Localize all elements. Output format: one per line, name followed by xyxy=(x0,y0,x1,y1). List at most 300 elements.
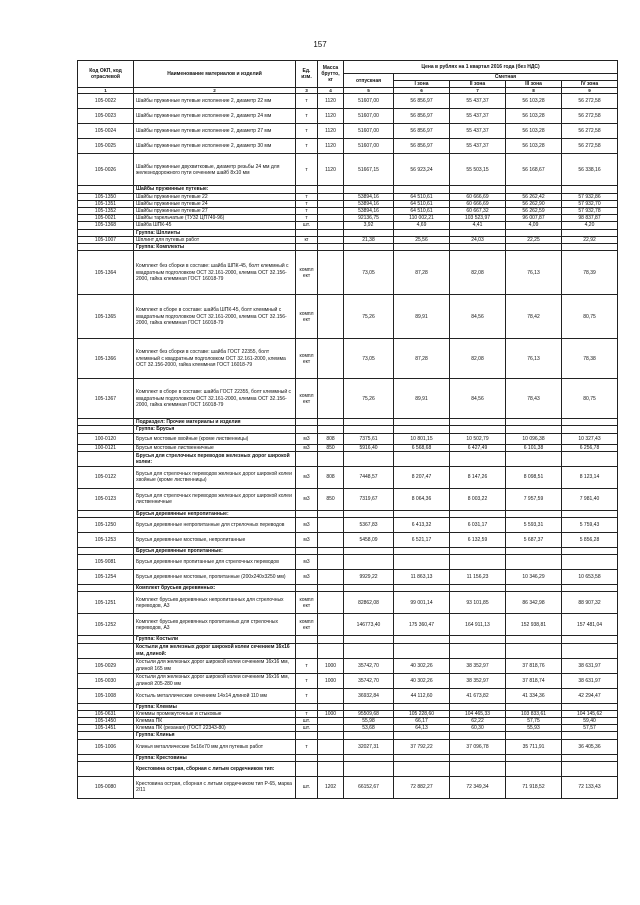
item-unit: т xyxy=(296,124,318,139)
item-mass xyxy=(318,251,344,295)
header-index: 8 xyxy=(506,88,562,94)
item-code: 105-1351 xyxy=(78,200,134,207)
empty-cell xyxy=(394,426,450,433)
price-zone-4: 5 856,28 xyxy=(562,533,618,548)
empty-cell xyxy=(506,244,562,251)
item-mass: 850 xyxy=(318,444,344,451)
price-zone-2: 6 132,59 xyxy=(450,533,506,548)
item-name: Клемма ПК (резаная) (ГОСТ 22343-80) xyxy=(134,725,296,732)
empty-cell xyxy=(506,229,562,236)
item-code: 105-0023 xyxy=(78,109,134,124)
item-mass: 1120 xyxy=(318,94,344,109)
price-zone-1: 44 112,60 xyxy=(394,688,450,703)
price-otp: 32027,31 xyxy=(344,739,394,754)
price-otp: 51607,00 xyxy=(344,124,394,139)
price-zone-1: 64 510,61 xyxy=(394,208,450,215)
price-otp: 36932,84 xyxy=(344,688,394,703)
price-zone-3: 41 334,36 xyxy=(506,688,562,703)
item-code: 105-0631 xyxy=(78,710,134,717)
empty-cell xyxy=(562,244,618,251)
price-zone-3: 76,13 xyxy=(506,339,562,379)
header-index: 1 xyxy=(78,88,134,94)
price-otp: 55,98 xyxy=(344,718,394,725)
empty-cell xyxy=(394,186,450,193)
price-zone-3: 56 103,28 xyxy=(506,139,562,154)
item-mass: 1000 xyxy=(318,710,344,717)
price-zone-2: 38 352,97 xyxy=(450,658,506,673)
empty-cell xyxy=(506,703,562,710)
header-unit: Ед. изм. xyxy=(296,61,318,88)
price-zone-4: 42 294,47 xyxy=(562,688,618,703)
price-zone-3: 76,13 xyxy=(506,251,562,295)
empty-cell xyxy=(506,426,562,433)
item-unit: шт. xyxy=(296,725,318,732)
item-code: 105-0122 xyxy=(78,466,134,488)
table-row xyxy=(78,339,618,379)
group-code-cell xyxy=(78,510,134,517)
table-row xyxy=(78,673,618,688)
group-row xyxy=(78,426,618,433)
price-zone-3: 56 103,28 xyxy=(506,109,562,124)
item-name: Брусья для стрелочных переводов железных дорог широкой колеи хвойные (кроме лиственницы) xyxy=(134,466,296,488)
empty-cell xyxy=(296,419,318,426)
price-zone-1: 56 856,97 xyxy=(394,139,450,154)
empty-cell xyxy=(506,585,562,592)
table-row xyxy=(78,154,618,186)
price-zone-1: 66,17 xyxy=(394,718,450,725)
table-row xyxy=(78,533,618,548)
item-mass xyxy=(318,236,344,243)
price-zone-2: 82,08 xyxy=(450,339,506,379)
empty-cell xyxy=(506,451,562,466)
item-mass: 1000 xyxy=(318,673,344,688)
table-row xyxy=(78,200,618,207)
header-otp: отпускная xyxy=(344,74,394,88)
price-zone-1: 4,69 xyxy=(394,222,450,229)
price-zone-1: 11 863,13 xyxy=(394,570,450,585)
price-zone-3 xyxy=(506,555,562,570)
item-mass: 808 xyxy=(318,433,344,444)
empty-cell xyxy=(394,754,450,761)
price-zone-2: 55 437,37 xyxy=(450,124,506,139)
item-mass xyxy=(318,739,344,754)
price-otp: 35742,70 xyxy=(344,658,394,673)
price-zone-3: 4,09 xyxy=(506,222,562,229)
empty-cell xyxy=(394,548,450,555)
group-row xyxy=(78,703,618,710)
table-row xyxy=(78,193,618,200)
item-unit: т xyxy=(296,109,318,124)
empty-cell xyxy=(506,186,562,193)
empty-cell xyxy=(506,643,562,658)
item-code: 105-1251 xyxy=(78,592,134,614)
group-row xyxy=(78,732,618,739)
price-zone-3: 56 103,28 xyxy=(506,124,562,139)
item-mass: 1120 xyxy=(318,139,344,154)
empty-cell xyxy=(318,732,344,739)
empty-cell xyxy=(450,244,506,251)
price-zone-2: 62,22 xyxy=(450,718,506,725)
price-zone-2: 104 465,33 xyxy=(450,710,506,717)
item-name: Клинья металлические 5х16х70 мм для путевых работ xyxy=(134,739,296,754)
price-zone-4: 80,75 xyxy=(562,379,618,419)
price-otp: 5458,09 xyxy=(344,533,394,548)
price-zone-4: 5 759,43 xyxy=(562,518,618,533)
price-zone-4: 72 133,43 xyxy=(562,776,618,798)
empty-cell xyxy=(296,636,318,643)
item-code: 105-1352 xyxy=(78,208,134,215)
empty-cell xyxy=(394,451,450,466)
price-zone-4: 78,38 xyxy=(562,339,618,379)
price-otp: 75,26 xyxy=(344,295,394,339)
item-name: Костыли для железных дорог широкой колеи сечением 16х16 мм, длиной 165 мм xyxy=(134,658,296,673)
empty-cell xyxy=(318,419,344,426)
item-code: 105-9081 xyxy=(78,555,134,570)
price-otp: 5916,40 xyxy=(344,444,394,451)
group-title: Группа: Клеммы xyxy=(134,703,296,710)
price-zone-2: 11 156,23 xyxy=(450,570,506,585)
empty-cell xyxy=(344,419,394,426)
price-zone-2: 60,30 xyxy=(450,725,506,732)
price-zone-4: 4,20 xyxy=(562,222,618,229)
group-row xyxy=(78,229,618,236)
price-zone-3: 56 103,28 xyxy=(506,94,562,109)
empty-cell xyxy=(450,636,506,643)
item-name: Шайбы пружинные двухвитковые, диаметр резьбы 24 мм для железнодорожного пути сечением шайб 8х10 мм xyxy=(134,154,296,186)
table-row xyxy=(78,592,618,614)
item-unit: т xyxy=(296,208,318,215)
price-zone-1: 25,56 xyxy=(394,236,450,243)
item-code: 105-1451 xyxy=(78,725,134,732)
price-zone-1: 89,91 xyxy=(394,379,450,419)
item-code: 105-1365 xyxy=(78,295,134,339)
price-otp: 73,05 xyxy=(344,339,394,379)
item-code: 105-1350 xyxy=(78,193,134,200)
price-zone-2: 55 437,37 xyxy=(450,139,506,154)
price-otp: 51607,00 xyxy=(344,109,394,124)
price-zone-4: 6 256,78 xyxy=(562,444,618,451)
item-name: Шайбы пружинные путевые 22 xyxy=(134,193,296,200)
price-zone-4: 57 932,78 xyxy=(562,208,618,215)
empty-cell xyxy=(318,548,344,555)
price-zone-4: 38 631,97 xyxy=(562,658,618,673)
price-zone-3: 5 593,31 xyxy=(506,518,562,533)
table-row xyxy=(78,109,618,124)
price-zone-3: 7 957,59 xyxy=(506,488,562,510)
empty-cell xyxy=(450,229,506,236)
price-zone-3: 56 168,67 xyxy=(506,154,562,186)
item-mass xyxy=(318,614,344,636)
price-zone-1: 6 413,32 xyxy=(394,518,450,533)
price-otp xyxy=(344,555,394,570)
price-otp: 66152,67 xyxy=(344,776,394,798)
empty-cell xyxy=(296,426,318,433)
item-unit: компл ект xyxy=(296,339,318,379)
price-otp: 9929,22 xyxy=(344,570,394,585)
empty-cell xyxy=(296,186,318,193)
empty-cell xyxy=(296,229,318,236)
item-code: 105-1250 xyxy=(78,518,134,533)
price-zone-1 xyxy=(394,555,450,570)
item-unit: м3 xyxy=(296,433,318,444)
table-row xyxy=(78,444,618,451)
empty-cell xyxy=(344,761,394,776)
price-zone-3: 57,75 xyxy=(506,718,562,725)
empty-cell xyxy=(506,419,562,426)
item-unit: м3 xyxy=(296,555,318,570)
empty-cell xyxy=(450,585,506,592)
group-code-cell xyxy=(78,244,134,251)
price-zone-4: 56 272,58 xyxy=(562,139,618,154)
group-code-cell xyxy=(78,761,134,776)
empty-cell xyxy=(394,419,450,426)
item-unit: м3 xyxy=(296,570,318,585)
item-name: Брусья деревянные непропитанные для стрелочных переводов xyxy=(134,518,296,533)
empty-cell xyxy=(344,244,394,251)
group-code-cell xyxy=(78,548,134,555)
empty-cell xyxy=(562,451,618,466)
empty-cell xyxy=(344,703,394,710)
item-unit: т xyxy=(296,94,318,109)
empty-cell xyxy=(344,510,394,517)
item-unit: шт. xyxy=(296,222,318,229)
price-zone-2: 84,56 xyxy=(450,295,506,339)
header-mass: Масса брутто, кг xyxy=(318,61,344,88)
item-code: 105-0080 xyxy=(78,776,134,798)
empty-cell xyxy=(318,451,344,466)
group-row xyxy=(78,585,618,592)
item-mass: 850 xyxy=(318,488,344,510)
group-row xyxy=(78,419,618,426)
price-otp: 53894,16 xyxy=(344,208,394,215)
price-zone-1: 175 360,47 xyxy=(394,614,450,636)
empty-cell xyxy=(344,186,394,193)
group-title: Шайбы пружинные путевые: xyxy=(134,186,296,193)
price-otp: 7375,61 xyxy=(344,433,394,444)
price-zone-2: 72 349,34 xyxy=(450,776,506,798)
empty-cell xyxy=(344,548,394,555)
empty-cell xyxy=(318,229,344,236)
price-zone-1: 64,13 xyxy=(394,725,450,732)
header-zone-3: III зона xyxy=(506,81,562,88)
item-name: Брусья мостовые хвойные (кроме лиственницы) xyxy=(134,433,296,444)
price-zone-1: 40 302,26 xyxy=(394,658,450,673)
group-code-cell xyxy=(78,186,134,193)
item-name: Брусья деревянные мостовые, непропитанные xyxy=(134,533,296,548)
empty-cell xyxy=(318,754,344,761)
table-row xyxy=(78,215,618,222)
item-mass xyxy=(318,718,344,725)
empty-cell xyxy=(562,186,618,193)
table-row xyxy=(78,776,618,798)
price-zone-3: 56 262,42 xyxy=(506,193,562,200)
item-mass xyxy=(318,725,344,732)
price-zone-1: 72 882,27 xyxy=(394,776,450,798)
price-otp: 82862,08 xyxy=(344,592,394,614)
item-mass xyxy=(318,379,344,419)
empty-cell xyxy=(318,244,344,251)
price-otp: 3,92 xyxy=(344,222,394,229)
item-unit: т xyxy=(296,710,318,717)
item-unit: т xyxy=(296,658,318,673)
empty-cell xyxy=(506,732,562,739)
price-zone-1: 99 001,14 xyxy=(394,592,450,614)
price-zone-1: 56 856,97 xyxy=(394,124,450,139)
item-mass xyxy=(318,208,344,215)
price-zone-3: 37 818,76 xyxy=(506,658,562,673)
table-row xyxy=(78,570,618,585)
empty-cell xyxy=(344,754,394,761)
price-zone-4: 22,92 xyxy=(562,236,618,243)
empty-cell xyxy=(562,548,618,555)
item-code: 105-1006 xyxy=(78,739,134,754)
header-price-title: Цена в рублях на 1 квартал 2016 года (без НДС) xyxy=(344,61,618,74)
item-unit: т xyxy=(296,673,318,688)
empty-cell xyxy=(296,643,318,658)
header-index: 3 xyxy=(296,88,318,94)
item-unit: т xyxy=(296,215,318,222)
table-row xyxy=(78,124,618,139)
price-otp: 35742,70 xyxy=(344,673,394,688)
price-zone-3: 71 918,52 xyxy=(506,776,562,798)
group-row xyxy=(78,186,618,193)
item-name: Комплект без сборки в составе: шайба ШПК-45, болт клеммный с квадратным подголовком ОСТ 32.161-2000, клемма ОСТ 32.156-2000, гайка клеммная ГОСТ 16018-79 xyxy=(134,251,296,295)
price-zone-2: 55 503,15 xyxy=(450,154,506,186)
price-zone-4: 88 907,32 xyxy=(562,592,618,614)
price-zone-2: 82,08 xyxy=(450,251,506,295)
item-unit: т xyxy=(296,154,318,186)
price-zone-3: 56 262,90 xyxy=(506,200,562,207)
empty-cell xyxy=(562,426,618,433)
empty-cell xyxy=(394,244,450,251)
price-zone-3: 96 007,87 xyxy=(506,215,562,222)
item-mass: 1120 xyxy=(318,109,344,124)
price-zone-4: 78,39 xyxy=(562,251,618,295)
empty-cell xyxy=(562,643,618,658)
table-row xyxy=(78,466,618,488)
item-mass xyxy=(318,688,344,703)
group-code-cell xyxy=(78,451,134,466)
price-zone-2: 24,03 xyxy=(450,236,506,243)
price-otp: 75,26 xyxy=(344,379,394,419)
item-code: 100-0121 xyxy=(78,444,134,451)
empty-cell xyxy=(394,761,450,776)
empty-cell xyxy=(506,510,562,517)
price-zone-4: 56 272,58 xyxy=(562,109,618,124)
empty-cell xyxy=(318,510,344,517)
header-index: 6 xyxy=(394,88,450,94)
empty-cell xyxy=(450,451,506,466)
group-title: Комплект брусьев деревянных: xyxy=(134,585,296,592)
header-index: 2 xyxy=(134,88,296,94)
price-zone-3: 37 818,74 xyxy=(506,673,562,688)
item-name: Шайбы тарельчатые (ТУ32 ЦП749-96) xyxy=(134,215,296,222)
group-title: Брусья деревянные пропитанные: xyxy=(134,548,296,555)
price-zone-4: 7 981,40 xyxy=(562,488,618,510)
item-mass xyxy=(318,295,344,339)
empty-cell xyxy=(296,510,318,517)
item-name: Комплект брусьев деревянных непропитанных для стрелочных переводов, А3 xyxy=(134,592,296,614)
item-name: Шайба ШПК-45 xyxy=(134,222,296,229)
price-zone-1: 6 568,68 xyxy=(394,444,450,451)
table-row xyxy=(78,379,618,419)
empty-cell xyxy=(450,426,506,433)
item-code: 105-0021 xyxy=(78,215,134,222)
price-zone-2: 60 667,32 xyxy=(450,208,506,215)
empty-cell xyxy=(450,643,506,658)
item-mass xyxy=(318,339,344,379)
item-code: 105-0026 xyxy=(78,154,134,186)
item-name: Брусья деревянные мостовые, пропитанные (200х240х3250 мм) xyxy=(134,570,296,585)
item-name: Брусья для стрелочных переводов железных дорог широкой колеи лиственничные xyxy=(134,488,296,510)
empty-cell xyxy=(562,229,618,236)
price-otp: 7319,67 xyxy=(344,488,394,510)
group-title: Подраздел: Прочие материалы и изделия xyxy=(134,419,296,426)
item-mass xyxy=(318,200,344,207)
price-zone-3: 6 101,38 xyxy=(506,444,562,451)
item-mass xyxy=(318,215,344,222)
price-otp: 53,68 xyxy=(344,725,394,732)
item-unit: м3 xyxy=(296,488,318,510)
item-code: 105-1367 xyxy=(78,379,134,419)
price-zone-1: 56 923,24 xyxy=(394,154,450,186)
item-code: 105-0029 xyxy=(78,658,134,673)
price-zone-2: 6 031,17 xyxy=(450,518,506,533)
price-zone-3: 86 342,98 xyxy=(506,592,562,614)
price-zone-4: 59,40 xyxy=(562,718,618,725)
price-zone-1: 105 228,60 xyxy=(394,710,450,717)
price-otp: 21,38 xyxy=(344,236,394,243)
group-title: Группа: Клинья xyxy=(134,732,296,739)
group-code-cell xyxy=(78,229,134,236)
price-zone-4: 56 272,58 xyxy=(562,94,618,109)
empty-cell xyxy=(450,419,506,426)
price-zone-3: 78,43 xyxy=(506,379,562,419)
item-unit: т xyxy=(296,688,318,703)
price-zone-2: 103 523,97 xyxy=(450,215,506,222)
group-title: Крестовина острая, сборная с литым сердечником тип: xyxy=(134,761,296,776)
price-zone-3: 22,25 xyxy=(506,236,562,243)
price-zone-2: 6 427,49 xyxy=(450,444,506,451)
empty-cell xyxy=(394,229,450,236)
table-row xyxy=(78,208,618,215)
empty-cell xyxy=(450,186,506,193)
empty-cell xyxy=(562,761,618,776)
empty-cell xyxy=(344,732,394,739)
price-zone-2: 55 437,37 xyxy=(450,94,506,109)
table-row xyxy=(78,139,618,154)
item-unit: м3 xyxy=(296,533,318,548)
header-zone-1: I зона xyxy=(394,81,450,88)
item-name: Шайбы пружинные путевые исполнение 2, диаметр 22 мм xyxy=(134,94,296,109)
item-unit: компл ект xyxy=(296,251,318,295)
item-mass: 1120 xyxy=(318,154,344,186)
group-title: Костыли для железных дорог широкой колеи сечением 16х16 мм, длиной: xyxy=(134,643,296,658)
item-code: 105-1450 xyxy=(78,718,134,725)
price-zone-4: 8 123,14 xyxy=(562,466,618,488)
empty-cell xyxy=(562,510,618,517)
empty-cell xyxy=(318,186,344,193)
price-zone-1: 89,91 xyxy=(394,295,450,339)
empty-cell xyxy=(318,761,344,776)
empty-cell xyxy=(344,229,394,236)
price-zone-4: 98 837,87 xyxy=(562,215,618,222)
item-unit: м3 xyxy=(296,518,318,533)
empty-cell xyxy=(296,761,318,776)
empty-cell xyxy=(450,754,506,761)
table-row xyxy=(78,658,618,673)
item-unit: шт. xyxy=(296,718,318,725)
